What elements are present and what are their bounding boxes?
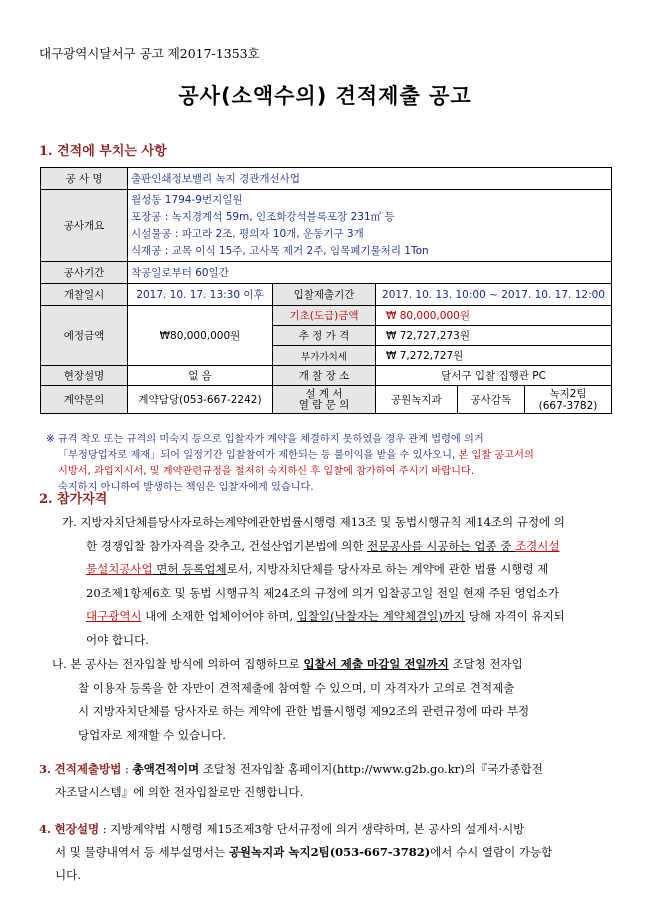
para-text: 에서 수시 열람이 가능합 [430, 845, 553, 859]
para-text: 서 및 물량내역서 등 세부설명서는 [55, 845, 229, 859]
remark-line: 시방서, 과업지시서, 및 계약관련규정을 철저히 숙지하신 후 입찰에 참가하여 주시기 바랍니다. [58, 466, 475, 477]
table-row [41, 306, 612, 326]
para-text: : 지방계약법 시행령 제15조제3항 단서규정에 의거 생략하며, 본 공사의 설계서·시방 [99, 822, 525, 836]
para-text: 조달청 전자입찰 홈페이지(http://www.g2b.go.kr)의『국가종합전 [199, 762, 543, 776]
para-bold: 총액견적이며 [132, 762, 200, 776]
label-vat: 부가가치세 [273, 346, 376, 366]
value-opening-date: 2017. 10. 17. 13:30 이후 [128, 284, 273, 306]
overview-line: 포장공 : 녹지경계석 59m, 인조화강석블록포장 231㎡ 등 [131, 210, 395, 223]
value-team-contact [525, 386, 612, 414]
overview-line: 식재공 : 교목 이식 15주, 고사목 제거 2주, 임목폐기물처리 1Ton [131, 244, 429, 257]
section-number: 1. [39, 144, 53, 159]
para-text: 내에 소재한 업체이어야 하며, [141, 609, 297, 623]
section-title: 견적제출방법 [54, 762, 122, 776]
qualification-ga [62, 511, 622, 652]
value-supervisor: 공사감독 [457, 386, 524, 414]
para-highlight: 조경시설 [515, 538, 560, 553]
para-line: 지방자치단체를당사자로하는계약에관한법률시행령 제13조 및 동법시행규칙 제14조의 규정에 의 [80, 515, 565, 529]
value-department: 공원녹지과 [376, 386, 458, 414]
value-submission-period: 2017. 10. 13. 10:00 ~ 2017. 10. 17. 12:00 [376, 284, 612, 306]
item-mark: 가. [62, 515, 77, 529]
label-submission-period: 입찰제출기간 [273, 284, 376, 306]
value-period: 착공일로부터 60일간 [128, 262, 612, 284]
para-line: 어야 합니다. [86, 632, 149, 647]
para-line: 당업자로 제재할 수 있습니다. [78, 727, 226, 742]
para-line: 자조달시스템』에 의한 전자입찰로만 진행합니다. [55, 785, 304, 799]
para-text: 한 경쟁입찰 참가자격을 갖추고, 건설산업기본법에 의한 [86, 538, 368, 553]
remark-highlight: 본 입찰 공고서의 [458, 450, 534, 461]
para-text: : [121, 762, 133, 776]
value-contract-inquiry: 계약담당(053-667-2242) [128, 386, 273, 414]
notice-remarks [46, 432, 626, 496]
label-design-inquiry: 설 계 서 열 람 문 의 [273, 386, 376, 414]
label-estimated-price: 예정금액 [41, 306, 128, 366]
table-row [41, 262, 612, 284]
section-4 [39, 818, 619, 887]
value-estimated-price: ₩80,000,000원 [128, 306, 273, 366]
remark-line: ※ 규격 착오 또는 규격의 미숙지 등으로 입찰자가 계약을 체결하지 못하였을 경우 관계 법령에 의거 [46, 434, 484, 445]
para-text: 당해 자격이 유지되 [464, 609, 565, 623]
para-line: 20조제1항제6호 및 동법 시행규칙 제24조의 규정에 의거 입찰공고일 전일 현재 주된 영업소가 [86, 585, 559, 600]
para-line: 찰 이용자 등록을 한 자만이 견적제출에 참여할 수 있으며, 미 자격자가 고의로 견적제출 [78, 680, 515, 695]
para-line: 니다. [55, 868, 81, 882]
value-estimated-amount: ₩ 72,727,273원 [376, 326, 612, 346]
value-project-name: 출판인쇄정보밸리 녹지 경관개선사업 [128, 168, 612, 190]
value-vat: ₩ 7,272,727원 [376, 346, 612, 366]
qualification-na [52, 653, 622, 747]
table-row [41, 284, 612, 306]
label-project-name: 공 사 명 [41, 168, 128, 190]
para-bold: 공원녹지과 녹지2팀(053-667-3782) [228, 845, 431, 859]
value-site-briefing: 없 음 [128, 366, 273, 386]
para-text: 로서, 지방자치단체를 당사자로 하는 계약에 관한 법률 시행령 제 [226, 562, 549, 576]
para-underline: 입찰서 제출 마감일 전일까지 [303, 657, 449, 671]
para-highlight: 물설치공사업 [86, 562, 153, 576]
label-overview: 공사개요 [41, 190, 128, 262]
table-row [41, 190, 612, 262]
para-line: 시 지방자치단체를 당사자로 하는 계약에 관한 법률시행령 제92조의 관련규정에 따라 부정 [78, 704, 530, 718]
label-base-amount: 기초(도급)금액 [273, 306, 376, 326]
section-number: 2. [39, 492, 53, 507]
item-mark: 나. [52, 657, 67, 671]
table-row [41, 366, 612, 386]
section-2-heading [39, 488, 107, 507]
team-name: 녹지2팀 [549, 387, 587, 400]
para-underline: 면허 등록업체 [152, 562, 227, 576]
team-phone: (667-3782) [538, 399, 598, 412]
value-overview [128, 190, 612, 262]
para-underline: 입찰일(낙찰자는 계약체결일)까지 [296, 609, 465, 623]
para-highlight: 대구광역시 [86, 609, 142, 623]
project-info-table [40, 167, 612, 414]
label-site-briefing: 현장설명 [41, 366, 128, 386]
label-estimated-amount: 추 정 가 격 [273, 326, 376, 346]
section-1-heading [39, 140, 167, 159]
value-opening-place: 달서구 입찰 집행관 PC [376, 366, 612, 386]
overview-line: 시설물공 : 파고라 2조, 평의자 10개, 운동기구 3개 [131, 227, 364, 240]
label-opening-date: 개찰일시 [41, 284, 128, 306]
remark-line: 「부정당업자로 제재」되어 일정기간 입찰참여가 제한되는 등 불이익을 받을 수 있사오니, [58, 450, 459, 461]
page-title: 공사(소액수의) 견적제출 공고 [178, 84, 472, 108]
section-title: 참가자격 [57, 492, 108, 507]
notice-number: 대구광역시달서구 공고 제2017-1353호 [39, 46, 260, 61]
para-text: 본 공사는 전자입찰 방식에 의하여 집행하므로 [70, 657, 304, 671]
label-period: 공사기간 [41, 262, 128, 284]
para-underline: 전문공사를 시공하는 업종 중 [367, 538, 516, 553]
section-number: 4. [39, 822, 52, 836]
section-number: 3. [39, 762, 52, 776]
table-row [41, 386, 612, 414]
table-row [41, 168, 612, 190]
section-title: 견적에 부치는 사항 [57, 144, 167, 159]
overview-line: 월성동 1794-9번지일원 [131, 193, 243, 206]
section-3 [39, 758, 619, 804]
remark-line: 숙지하지 아니하여 발생하는 책임은 입찰자에게 있습니다. [58, 482, 314, 493]
value-base-amount: ₩ 80,000,000원 [376, 306, 612, 326]
label-contract-inquiry: 계약문의 [41, 386, 128, 414]
para-text: 조달청 전자입 [448, 657, 523, 671]
section-title: 현장설명 [54, 822, 100, 836]
label-opening-place: 개 찰 장 소 [273, 366, 376, 386]
